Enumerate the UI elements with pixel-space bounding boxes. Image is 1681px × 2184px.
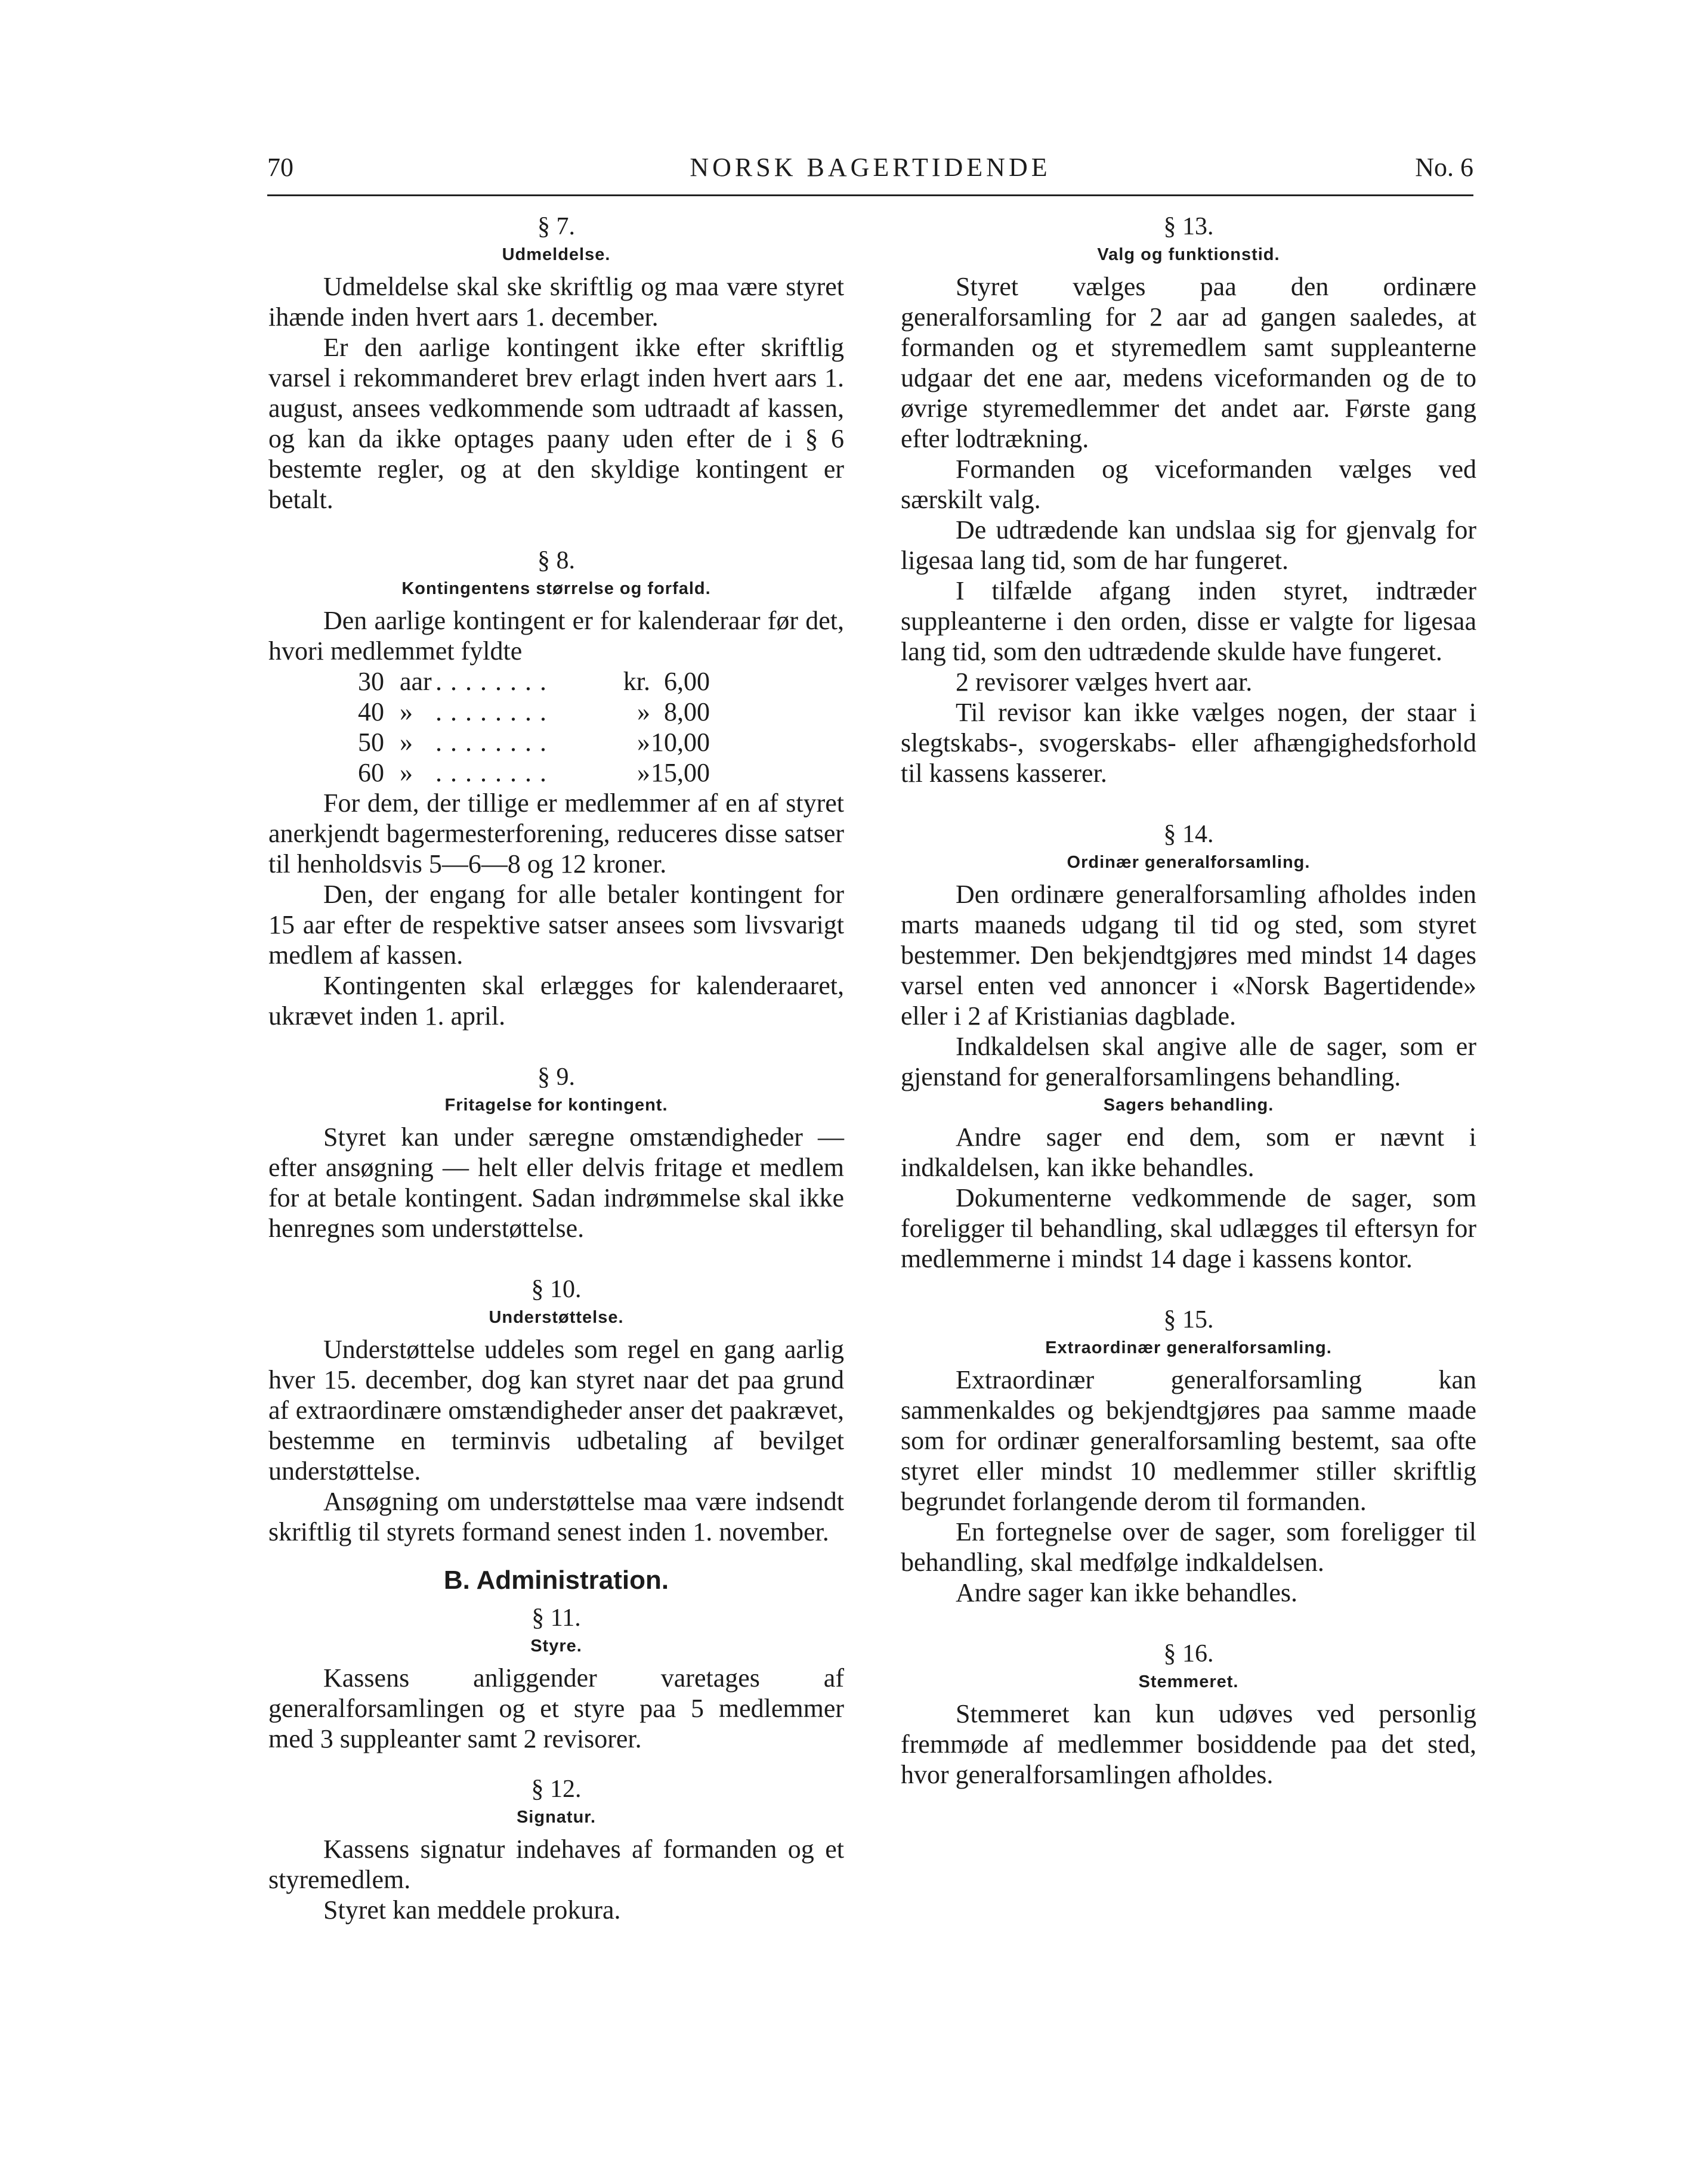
section-sign: § 12. xyxy=(531,1775,582,1803)
fee-row xyxy=(358,697,710,727)
section-sign: § 7. xyxy=(537,213,575,240)
section-title: Kontingentens størrelse og forfald. xyxy=(401,579,711,598)
publication-title: NORSK BAGERTIDENDE xyxy=(690,153,1051,182)
spacer xyxy=(268,515,844,546)
section-sign: § 8. xyxy=(537,547,575,574)
paragraph: Andre sager end dem, som er nævnt i indkaldelsen, kan ikke behandles. xyxy=(901,1122,1476,1182)
paragraph: Dokumenterne vedkommende de sager, som foreligger til behandling, skal udlægges til eftersyn for medlemmerne i mindst 14 dage i kassens kontor. xyxy=(901,1183,1476,1273)
spacer xyxy=(268,1243,844,1274)
paragraph: I tilfælde afgang inden styret, indtræder suppleanterne i den orden, disse er valgte for ligesaa lang tid, som den udtrædende skulde have fungeret. xyxy=(901,576,1476,666)
section-title: Styre. xyxy=(530,1637,582,1656)
section-title: Ordinær generalforsamling. xyxy=(1067,853,1311,872)
spacer xyxy=(901,788,1476,819)
paragraph: Kassens signatur indehaves af formanden og et styremedlem. xyxy=(268,1835,844,1894)
paragraph: Kontingenten skal erlægges for kalenderaaret, ukrævet inden 1. april. xyxy=(268,971,844,1031)
paragraph: Udmeldelse skal ske skriftlig og maa være styret ihænde inden hvert aars 1. december. xyxy=(268,272,844,332)
section-sign: § 11. xyxy=(532,1604,581,1632)
paragraph: Til revisor kan ikke vælges nogen, der staar i slegtskabs-, svogerskabs- eller afhængighedsforhold til kassens kasserer. xyxy=(901,698,1476,788)
fee-currency: » xyxy=(637,728,650,757)
paragraph: For dem, der tillige er medlemmer af en af styret anerkjendt bagermesterforening, reduceres disse satser til henholdsvis 5—6—8 og 12 kroner. xyxy=(268,788,844,878)
leader-dots: ........ xyxy=(435,697,555,726)
section-sign: § 14. xyxy=(1163,821,1214,848)
paragraph: Stemmeret kan kun udøves ved personlig fremmøde af medlemmer bosiddende paa det sted, hvor generalforsamlingen afholdes. xyxy=(901,1699,1476,1789)
section-10 xyxy=(268,1274,844,1547)
section-title: Valg og funktionstid. xyxy=(1097,245,1280,264)
section-8 xyxy=(268,546,844,1031)
section-13 xyxy=(901,212,1476,788)
section-sign: § 16. xyxy=(1163,1640,1214,1668)
paragraph: Den, der engang for alle betaler kontingent for 15 aar efter de respektive satser ansees som livsvarigt medlem af kassen. xyxy=(268,880,844,970)
section-9 xyxy=(268,1062,844,1243)
fee-unit: » xyxy=(400,728,413,757)
paragraph: 2 revisorer vælges hvert aar. xyxy=(956,667,1253,697)
section-title: Extraordinær generalforsamling. xyxy=(1045,1338,1332,1357)
leader-dots: ........ xyxy=(435,728,555,757)
leader-dots: ........ xyxy=(435,667,555,696)
spacer xyxy=(901,1608,1476,1639)
fee-row xyxy=(358,757,710,788)
spacer xyxy=(901,1274,1476,1305)
section-7 xyxy=(268,212,844,515)
fee-amount: 8,00 xyxy=(664,697,710,726)
section-title: Stemmeret. xyxy=(1138,1672,1239,1691)
section-title: Udmeldelse. xyxy=(502,245,611,264)
section-sign: § 10. xyxy=(531,1276,582,1303)
paragraph: Andre sager kan ikke behandles. xyxy=(956,1578,1298,1607)
subsection-title: Sagers behandling. xyxy=(1103,1096,1274,1115)
fee-age: 60 xyxy=(358,758,384,787)
leader-dots: ........ xyxy=(435,758,555,787)
fee-row xyxy=(358,727,710,757)
page-number: 70 xyxy=(267,153,293,182)
paragraph: Ansøgning om understøttelse maa være indsendt skriftlig til styrets formand senest inden 1. november. xyxy=(268,1487,844,1546)
fee-amount: 10,00 xyxy=(651,728,710,757)
paragraph: Den aarlige kontingent er for kalenderaar før det, hvori medlemmet fyldte xyxy=(268,606,844,666)
paragraph: Den ordinære generalforsamling afholdes inden marts maaneds udgang til tid og sted, som styret bestemmer. Den bekjendtgjøres med mindst 14 dages varsel enten ved annoncer i «Norsk Bagertidende» eller i 2 af Kristianias dagblade. xyxy=(901,880,1476,1031)
section-sign: § 13. xyxy=(1163,213,1214,240)
section-11 xyxy=(268,1603,844,1754)
section-title: Signatur. xyxy=(516,1808,597,1827)
fee-currency: kr. xyxy=(623,667,650,696)
fee-amount: 6,00 xyxy=(664,667,710,696)
fee-currency: » xyxy=(637,697,650,726)
paragraph: Kassens anliggender varetages af generalforsamlingen og et styre paa 5 medlemmer med 3 suppleanter samt 2 revisorer. xyxy=(268,1663,844,1753)
section-title: Fritagelse for kontingent. xyxy=(444,1096,668,1115)
fee-unit: » xyxy=(400,697,413,726)
section-16 xyxy=(901,1639,1476,1790)
paragraph: Styret kan under særegne omstændigheder — efter ansøgning — helt eller delvis fritage et medlem for at betale kontingent. Sadan indrømmelse skal ikke henregnes som understøttelse. xyxy=(268,1122,844,1243)
section-12 xyxy=(268,1774,844,1925)
right-column xyxy=(901,212,1476,1790)
fee-age: 40 xyxy=(358,697,384,726)
paragraph: Er den aarlige kontingent ikke efter skriftlig varsel i rekommanderet brev erlagt inden hvert aars 1. august, ansees vedkommende som udtraadt af kassen, og kan da ikke optages paany uden efter de i § 6 bestemte regler, og at den skyldige kontingent er betalt. xyxy=(268,333,844,514)
section-15 xyxy=(901,1305,1476,1608)
spacer xyxy=(268,1031,844,1062)
page-header xyxy=(267,152,1473,189)
fee-unit: » xyxy=(400,758,413,787)
section-title: Understøttelse. xyxy=(489,1308,624,1327)
paragraph: Extraordinær generalforsamling kan sammenkaldes og bekjendtgjøres paa samme maade som for ordinær generalforsamling bestemt, saa ofte styret eller mindst 10 medlemmer stiller skriftlig begrundet forlangende derom til formanden. xyxy=(901,1365,1476,1516)
fee-unit: aar xyxy=(400,667,432,696)
issue-number: No. 6 xyxy=(1415,153,1473,182)
spacer xyxy=(268,1754,844,1774)
fee-age: 50 xyxy=(358,728,384,757)
left-column xyxy=(268,212,844,1925)
paragraph: Styret vælges paa den ordinære generalforsamling for 2 aar ad gangen saaledes, at formanden og et styremedlem samt suppleanterne udgaar det ene aar, medens viceformanden og de to øvrige styremedlemmer det andet aar. Første gang efter lodtrækning. xyxy=(901,272,1476,453)
fee-currency: » xyxy=(637,758,650,787)
paragraph: Styret kan meddele prokura. xyxy=(323,1895,621,1925)
header-rule xyxy=(267,194,1473,196)
fee-row xyxy=(358,666,710,697)
paragraph: De udtrædende kan undslaa sig for gjenvalg for ligesaa lang tid, som de har fungeret. xyxy=(901,515,1476,575)
fee-amount: 15,00 xyxy=(651,758,710,787)
part-heading: B. Administration. xyxy=(443,1566,669,1595)
paragraph: Formanden og viceformanden vælges ved særskilt valg. xyxy=(901,454,1476,514)
section-sign: § 9. xyxy=(537,1063,575,1091)
paragraph: Understøttelse uddeles som regel en gang aarlig hver 15. december, dog kan styret naar det paa grund af extraordinære omstændigheder anser det paakrævet, bestemme en terminvis udbetaling af bevilget understøttelse. xyxy=(268,1335,844,1486)
fee-age: 30 xyxy=(358,667,384,696)
paragraph: En fortegnelse over de sager, som foreligger til behandling, skal medfølge indkaldelsen. xyxy=(901,1517,1476,1577)
section-14 xyxy=(901,819,1476,1274)
paragraph: Indkaldelsen skal angive alle de sager, som er gjenstand for generalforsamlingens behandling. xyxy=(901,1032,1476,1091)
section-sign: § 15. xyxy=(1163,1306,1214,1334)
